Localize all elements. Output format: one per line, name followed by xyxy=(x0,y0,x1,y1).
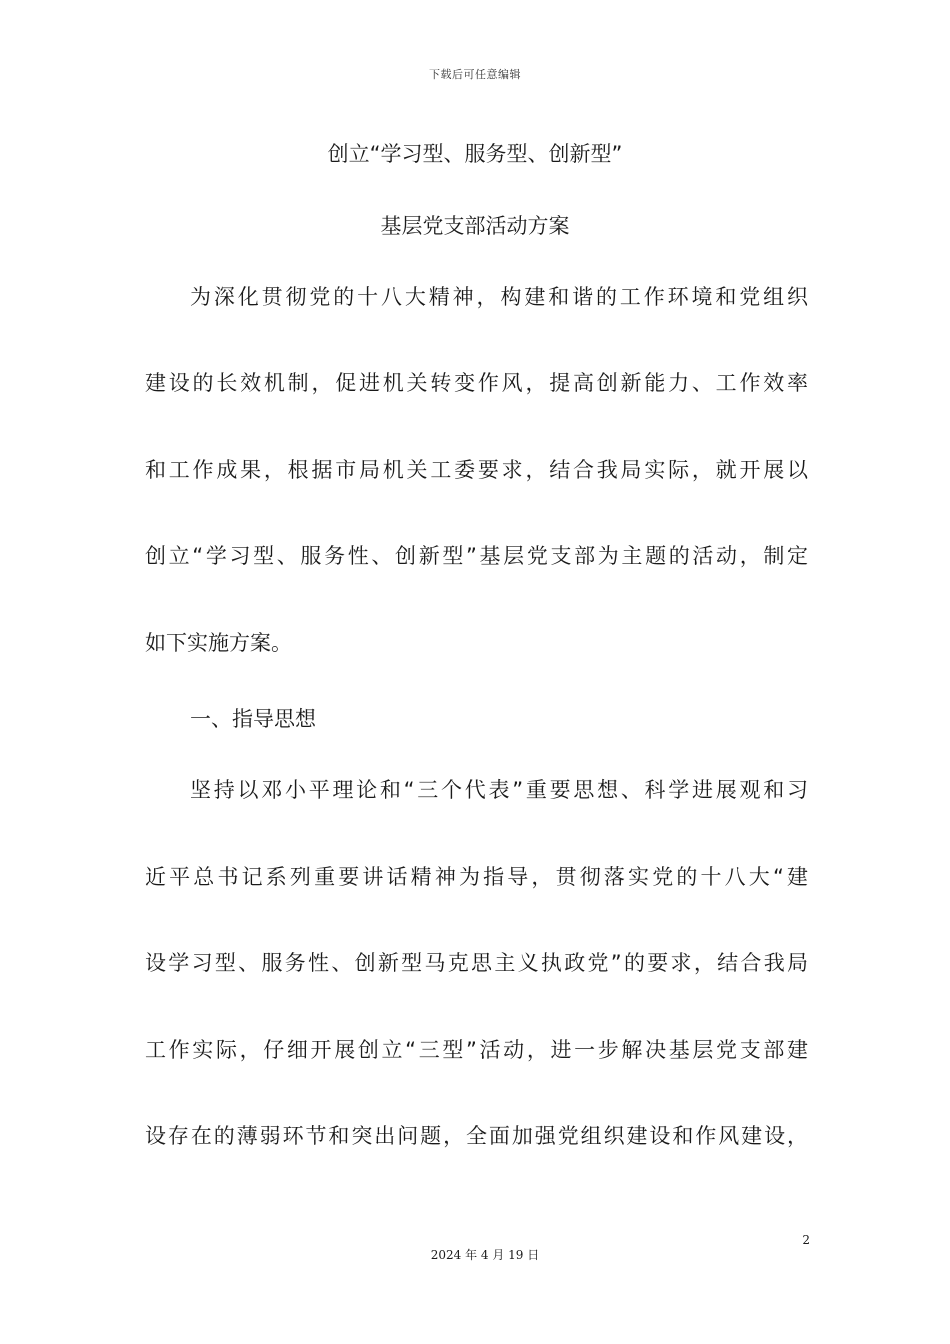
document-title-line-2: 基层党支部活动方案 xyxy=(380,214,570,238)
body-line: 为深化贯彻党的十八大精神，构建和谐的工作环境和党组织 xyxy=(190,285,808,309)
body-line: 如下实施方案。 xyxy=(145,631,292,655)
body-line: 和工作成果，根据市局机关工委要求，结合我局实际，就开展以 xyxy=(145,458,808,482)
body-line: 近平总书记系列重要讲话精神为指导，贯彻落实党的十八大“建 xyxy=(145,865,808,889)
document-title-line-1: 创立“学习型、服务型、创新型” xyxy=(327,142,623,166)
body-line: 工作实际，仔细开展创立“三型”活动，进一步解决基层党支部建 xyxy=(145,1038,808,1062)
body-line: 坚持以邓小平理论和“三个代表”重要思想、科学进展观和习 xyxy=(190,778,808,802)
footer-date: 2024 年 4 月 19 日 xyxy=(430,1248,540,1262)
body-line: 创立“学习型、服务性、创新型”基层党支部为主题的活动，制定 xyxy=(145,544,808,568)
body-line: 设存在的薄弱环节和突出问题，全面加强党组织建设和作风建设， xyxy=(145,1124,808,1148)
page-number: 2 xyxy=(802,1233,810,1247)
header-note: 下载后可任意编辑 xyxy=(429,68,521,81)
section-heading: 一、指导思想 xyxy=(190,707,316,731)
body-line: 建设的长效机制，促进机关转变作风，提高创新能力、工作效率 xyxy=(145,371,808,395)
body-line: 设学习型、服务性、创新型马克思主义执政党”的要求，结合我局 xyxy=(145,951,808,975)
